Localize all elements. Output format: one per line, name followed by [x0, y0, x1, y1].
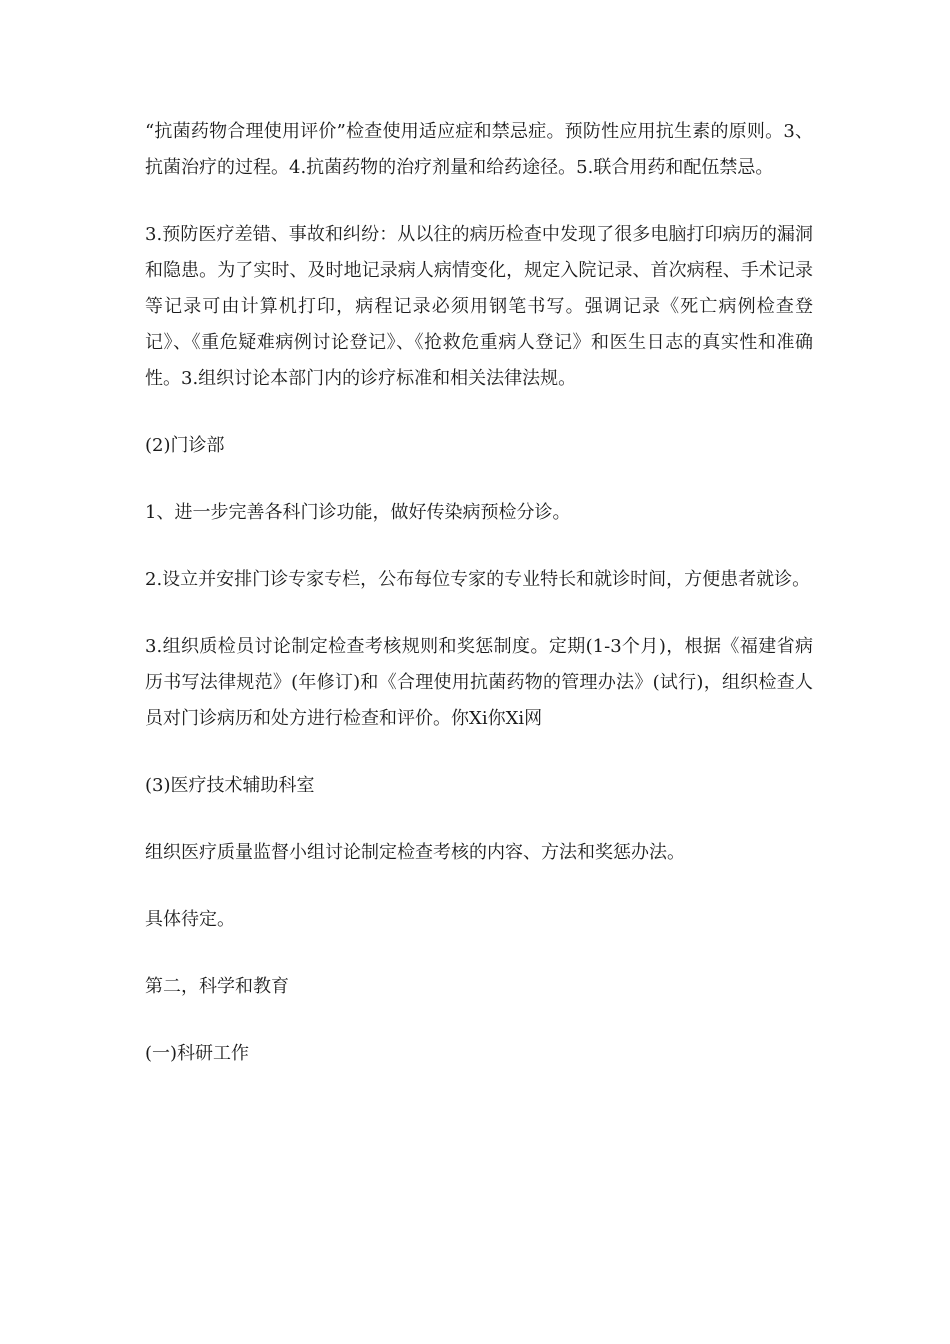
paragraph-expert-column: 2.设立并安排门诊专家专栏，公布每位专家的专业特长和就诊时间，方便患者就诊。 — [145, 569, 811, 590]
paragraph-quality-supervision: 组织医疗质量监督小组讨论制定检查考核的内容、方法和奖惩办法。 — [145, 842, 685, 863]
document-body — [145, 114, 813, 1103]
paragraph-prevent-errors: 3.预防医疗差错、事故和纠纷：从以往的病历检查中发现了很多电脑打印病历的漏洞和隐患。为了实时、及时地记录病人病情变化，规定入院记录、首次病程、手术记录等记录可由计算机打印，病程记录必须用钢笔书写。强调记录《死亡病例检查登记》、《重危疑难病例讨论登记》、《抢救危重病人登记》和医生日志的真实性和准确性。3.组织讨论本部门内的诊疗标准和相关法律法规。 — [145, 224, 813, 389]
paragraph-antibiotic-evaluation: “抗菌药物合理使用评价”检查使用适应症和禁忌症。预防性应用抗生素的原则。3、抗菌治疗的过程。4.抗菌药物的治疗剂量和给药途径。5.联合用药和配伍禁忌。 — [145, 121, 813, 178]
paragraph-outpatient-function: 1、进一步完善各科门诊功能，做好传染病预检分诊。 — [145, 502, 571, 523]
paragraph-to-be-determined: 具体待定。 — [145, 909, 235, 930]
heading-medical-technology: (3)医疗技术辅助科室 — [145, 775, 315, 796]
paragraph-quality-inspection: 3.组织质检员讨论制定检查考核规则和奖惩制度。定期(1-3个月)，根据《福建省病历书写法律规范》(年修订)和《合理使用抗菌药物的管理办法》(试行)，组织检查人员对门诊病历和处方进行检查和评价。你Xi你Xi网 — [145, 636, 813, 729]
heading-outpatient-department: (2)门诊部 — [145, 435, 225, 456]
heading-science-education: 第二，科学和教育 — [145, 976, 289, 997]
heading-research-work: (一)科研工作 — [145, 1043, 250, 1064]
